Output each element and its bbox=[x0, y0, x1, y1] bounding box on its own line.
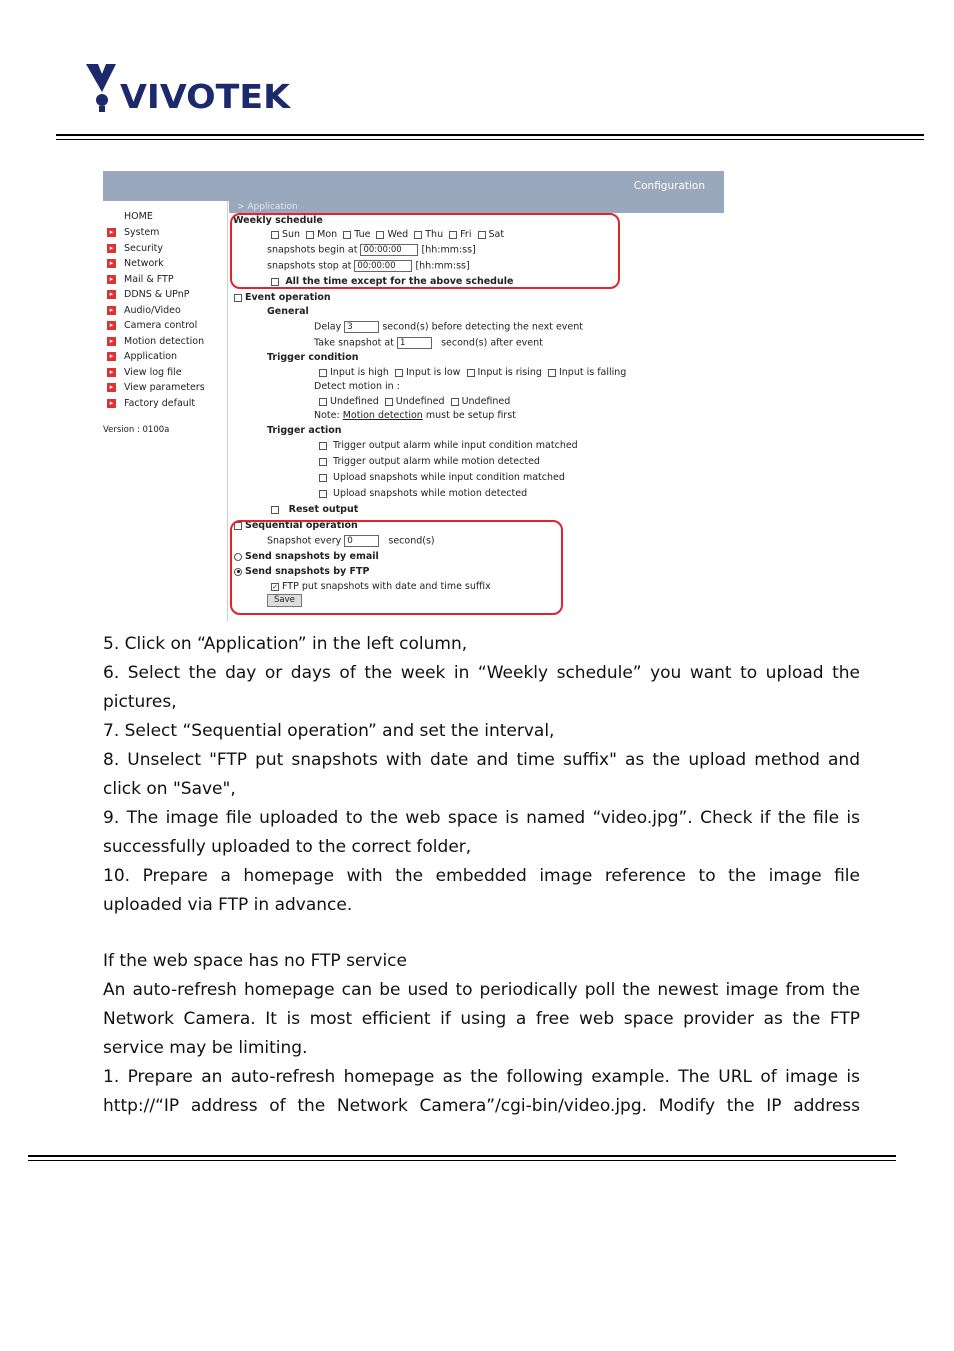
sidebar-item-mail-ftp[interactable]: ▸ Mail & FTP bbox=[107, 274, 174, 288]
arrow-icon: ▸ bbox=[107, 244, 116, 253]
action-row-2: Trigger output alarm while motion detected bbox=[319, 456, 540, 467]
sidebar-item-system[interactable]: ▸ System bbox=[107, 227, 159, 241]
reset-checkbox[interactable] bbox=[271, 506, 279, 514]
input-checkbox[interactable] bbox=[395, 369, 403, 377]
interval-input[interactable]: 0 bbox=[344, 535, 379, 547]
save-button[interactable]: Save bbox=[267, 594, 302, 607]
weekly-schedule-title: Weekly schedule bbox=[233, 215, 323, 226]
body-line: 6. Select the day or days of the week in “Weekly schedule” you want to upload the bbox=[103, 663, 860, 683]
body-line: Network Camera. It is most efficient if using a free web space provider as the FTP bbox=[103, 1009, 860, 1029]
begin-time-input[interactable]: 00:00:00 bbox=[360, 244, 418, 256]
body-line: click on "Save", bbox=[103, 779, 236, 799]
detect-motion-label: Detect motion in : bbox=[314, 381, 400, 392]
sidebar-item-view-parameters[interactable]: ▸ View parameters bbox=[107, 382, 205, 396]
general-heading: General bbox=[267, 306, 309, 317]
sidebar-item-audio-video[interactable]: ▸ Audio/Video bbox=[107, 305, 181, 319]
input-checkbox[interactable] bbox=[319, 369, 327, 377]
no-ftp-block bbox=[103, 947, 860, 1121]
sidebar-divider bbox=[227, 201, 228, 621]
delay-row: Delay 3 second(s) before detecting the next event bbox=[314, 321, 584, 333]
action-checkbox[interactable] bbox=[319, 474, 327, 482]
input-conditions: Input is high Input is low Input is rising Input is falling bbox=[319, 367, 626, 378]
body-line: 1. Prepare an auto-refresh homepage as the following example. The URL of image is bbox=[103, 1067, 860, 1087]
arrow-icon: ▸ bbox=[107, 306, 116, 315]
input-checkbox[interactable] bbox=[467, 369, 475, 377]
note-row: Note: Motion detection must be setup first bbox=[314, 410, 516, 421]
brand-wordmark: VIVOTEK bbox=[120, 77, 292, 114]
ftp-row: Send snapshots by FTP bbox=[234, 566, 369, 577]
action-row-4: Upload snapshots while motion detected bbox=[319, 488, 527, 499]
camera-logo-icon bbox=[86, 64, 116, 112]
begin-row: snapshots begin at 00:00:00 [hh:mm:ss] bbox=[267, 244, 476, 256]
stop-time-input[interactable]: 00:00:00 bbox=[354, 260, 412, 272]
action-checkbox[interactable] bbox=[319, 442, 327, 450]
body-line: An auto-refresh homepage can be used to periodically poll the newest image from the bbox=[103, 980, 860, 1000]
breadcrumb-text: > Application bbox=[237, 202, 298, 212]
sequential-row: Sequential operation bbox=[234, 520, 358, 531]
sidebar-item-network[interactable]: ▸ Network bbox=[107, 258, 164, 272]
version-label: Version : 0100a bbox=[103, 425, 170, 435]
sidebar-item-camera-control[interactable]: ▸ Camera control bbox=[107, 320, 197, 334]
section-heading: If the web space has no FTP service bbox=[103, 951, 407, 971]
instructions-block bbox=[103, 630, 860, 920]
input-checkbox[interactable] bbox=[548, 369, 556, 377]
window-checkbox[interactable] bbox=[319, 398, 327, 406]
arrow-icon: ▸ bbox=[107, 337, 116, 346]
footer-rule bbox=[28, 1155, 896, 1161]
body-line: 8. Unselect "FTP put snapshots with date and time suffix" as the upload method and bbox=[103, 750, 860, 770]
trigger-condition-heading: Trigger condition bbox=[267, 352, 359, 363]
body-line: uploaded via FTP in advance. bbox=[103, 895, 353, 915]
header-rule bbox=[56, 134, 924, 140]
motion-detection-link[interactable]: Motion detection bbox=[342, 410, 423, 421]
sidebar-item-security[interactable]: ▸ Security bbox=[107, 243, 163, 257]
body-line: 10. Prepare a homepage with the embedded image reference to the image file bbox=[103, 866, 860, 886]
arrow-icon: ▸ bbox=[107, 383, 116, 392]
highlight-weekly-schedule bbox=[230, 213, 620, 289]
arrow-icon: ▸ bbox=[107, 228, 116, 237]
delay-input[interactable]: 3 bbox=[344, 321, 379, 333]
arrow-icon: ▸ bbox=[107, 259, 116, 268]
sidebar-item-ddns-upnp[interactable]: ▸ DDNS & UPnP bbox=[107, 289, 189, 303]
arrow-icon: ▸ bbox=[107, 275, 116, 284]
sidebar-item-application[interactable]: ▸ Application bbox=[107, 351, 177, 365]
action-row-3: Upload snapshots while input condition matched bbox=[319, 472, 565, 483]
arrow-icon: ▸ bbox=[107, 352, 116, 361]
body-line: 5. Click on “Application” in the left column, bbox=[103, 634, 468, 654]
email-row: Send snapshots by email bbox=[234, 551, 379, 562]
trigger-action-heading: Trigger action bbox=[267, 425, 342, 436]
arrow-icon: ▸ bbox=[107, 290, 116, 299]
vivotek-logo bbox=[86, 62, 296, 114]
sidebar-item-factory-default[interactable]: ▸ Factory default bbox=[107, 398, 195, 412]
body-line: successfully uploaded to the correct folder, bbox=[103, 837, 472, 857]
arrow-icon: ▸ bbox=[107, 368, 116, 377]
arrow-icon: ▸ bbox=[107, 399, 116, 408]
sidebar-home[interactable]: HOME bbox=[124, 211, 153, 222]
sidebar-item-motion-detection[interactable]: ▸ Motion detection bbox=[107, 336, 204, 350]
window-checkbox[interactable] bbox=[385, 398, 393, 406]
window-checkbox[interactable] bbox=[451, 398, 459, 406]
body-line: 9. The image file uploaded to the web space is named “video.jpg”. Check if the file is bbox=[103, 808, 860, 828]
motion-windows: Undefined Undefined Undefined bbox=[319, 396, 510, 407]
body-line: service may be limiting. bbox=[103, 1038, 308, 1058]
config-header bbox=[103, 171, 724, 201]
event-row: Event operation bbox=[234, 292, 331, 303]
action-row-1: Trigger output alarm while input condition matched bbox=[319, 440, 578, 451]
event-checkbox[interactable] bbox=[234, 294, 242, 302]
sidebar-item-view-log-file[interactable]: ▸ View log file bbox=[107, 367, 182, 381]
suffix-row: ✓ FTP put snapshots with date and time suffix bbox=[272, 581, 491, 592]
arrow-icon: ▸ bbox=[107, 321, 116, 330]
configuration-screenshot bbox=[103, 171, 724, 621]
stop-row: snapshots stop at 00:00:00 [hh:mm:ss] bbox=[267, 260, 470, 272]
config-title: Configuration bbox=[633, 180, 705, 192]
except-row: All the time except for the above schedule bbox=[271, 276, 513, 287]
highlight-sequential-operation bbox=[230, 520, 563, 615]
breadcrumb bbox=[229, 201, 724, 213]
interval-row: Snapshot every 0 second(s) bbox=[267, 535, 435, 547]
body-line: http://“IP address of the Network Camera”/cgi-bin/video.jpg. Modify the IP address bbox=[103, 1096, 860, 1116]
snapshot-at-row: Take snapshot at 1 second(s) after event bbox=[314, 337, 543, 349]
reset-row: Reset output bbox=[271, 504, 358, 515]
body-line: pictures, bbox=[103, 692, 177, 712]
weekday-checkboxes: Sun Mon Tue Wed Thu Fri Sat bbox=[271, 229, 504, 240]
action-checkbox[interactable] bbox=[319, 490, 327, 498]
action-checkbox[interactable] bbox=[319, 458, 327, 466]
suffix-checkbox[interactable]: ✓ bbox=[272, 582, 278, 591]
snapshot-at-input[interactable]: 1 bbox=[397, 337, 432, 349]
body-line: 7. Select “Sequential operation” and set the interval, bbox=[103, 721, 555, 741]
